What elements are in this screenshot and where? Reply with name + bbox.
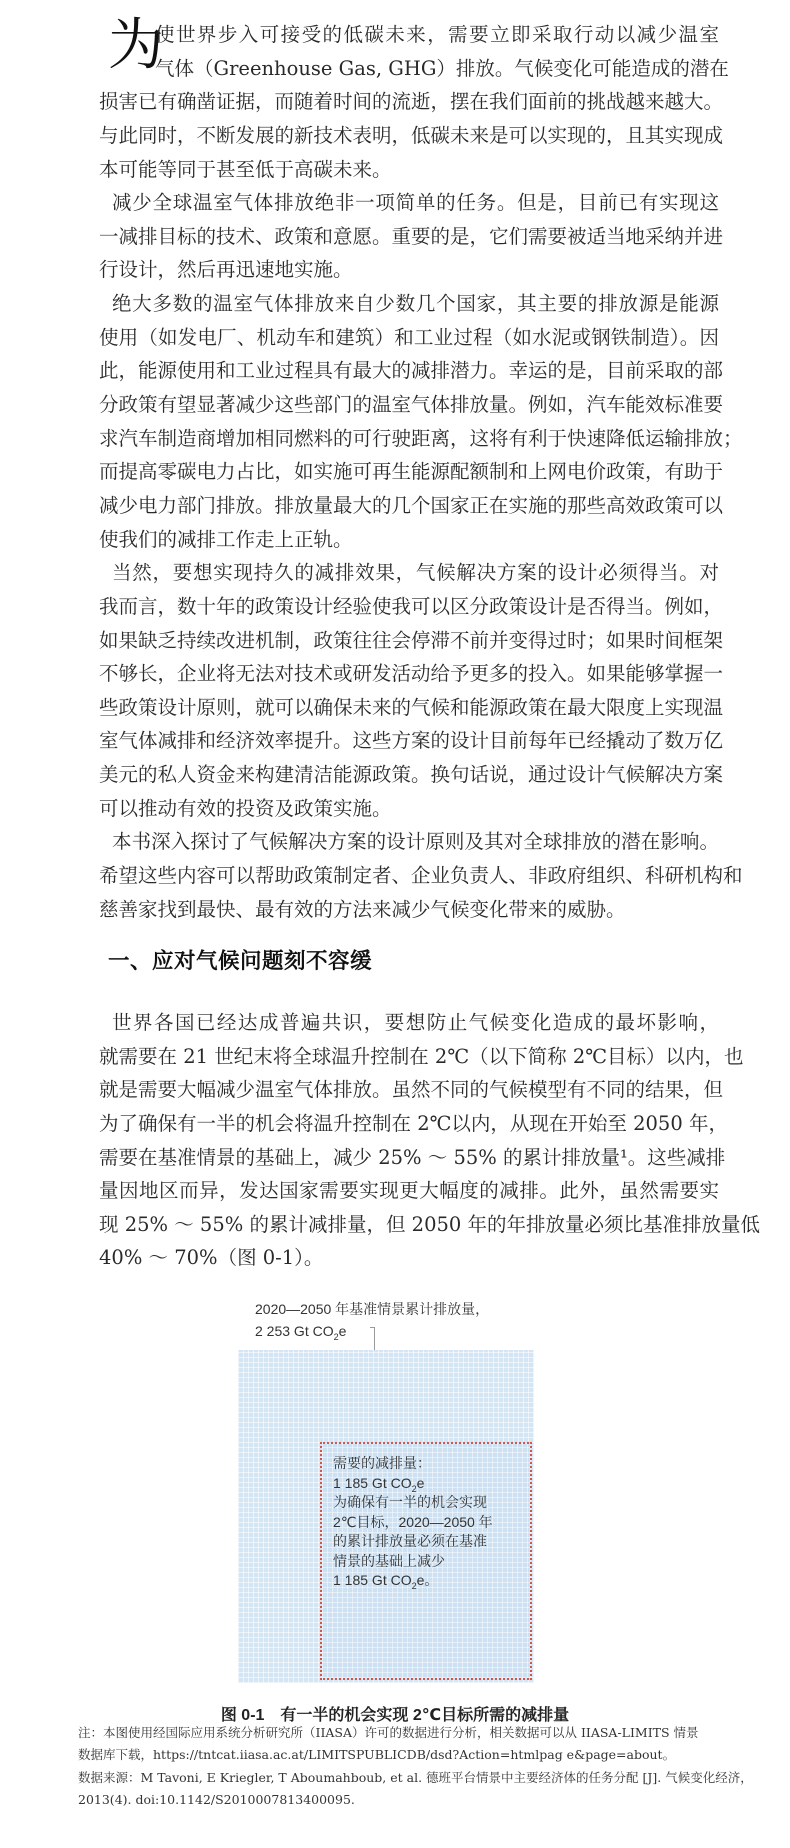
text-line: 为了确保有一半的机会将温升控制在 2℃以内，从现在开始至 2050 年， bbox=[99, 1111, 728, 1135]
co2-subscript: 2 bbox=[333, 1331, 339, 1342]
note-line: 注：本图使用经国际应用系统分析研究所（IIASA）许可的数据进行分析，相关数据可以从 IIASA-LIMITS 情景 bbox=[78, 1725, 699, 1740]
text-line: 减少全球温室气体排放绝非一项简单的任务。但是，目前已有实现这 bbox=[112, 191, 719, 215]
text-line: 当然，要想实现持久的减排效果，气候解决方案的设计必须得当。对 bbox=[112, 561, 719, 585]
baseline-label-text: 2020—2050 年基准情景累计排放量， bbox=[255, 1301, 490, 1317]
co2-subscript: 2 bbox=[411, 1483, 417, 1494]
text-line: 室气体减排和经济效率提升。这些方案的设计目前每年已经撬动了数万亿 bbox=[99, 729, 724, 753]
paragraph bbox=[99, 18, 729, 186]
label-leader-line bbox=[370, 1327, 375, 1352]
text-line: 就是需要大幅减少温室气体排放。虽然不同的气候模型有不同的结果，但 bbox=[99, 1078, 724, 1102]
body-section-urgency bbox=[99, 1006, 761, 1275]
reduction-desc-line: 为确保有一半的机会实现 bbox=[333, 1494, 487, 1510]
body-section-intro bbox=[99, 18, 743, 926]
section-heading: 一、应对气候问题刻不容缓 bbox=[108, 949, 373, 974]
required-reduction-box bbox=[320, 1442, 532, 1680]
text-line: 本可能等同于甚至低于高碳未来。 bbox=[99, 157, 392, 181]
text-line: 使我们的减排工作走上正轨。 bbox=[99, 527, 353, 551]
note-line: 2013(4). doi:10.1142/S2010007813400095. bbox=[78, 1791, 355, 1807]
reduction-desc-line: 2℃目标，2020—2050 年 bbox=[333, 1513, 493, 1530]
figure-notes bbox=[78, 1722, 753, 1811]
text-line: 量因地区而异，发达国家需要实现更大幅度的减排。此外，虽然需要实 bbox=[99, 1179, 719, 1203]
text-line: 希望这些内容可以帮助政策制定者、企业负责人、非政府组织、科研机构和 bbox=[99, 864, 743, 888]
text-line: 与此同时，不断发展的新技术表明，低碳未来是可以实现的，且其实现成 bbox=[99, 123, 724, 147]
paragraph bbox=[99, 287, 743, 556]
co2-suffix: e bbox=[338, 1323, 347, 1339]
text-line: 如果缺乏持续改进机制，政策往往会停滞不前并变得过时；如果时间框架 bbox=[99, 628, 724, 652]
text-line: 可以推动有效的投资及政策实施。 bbox=[99, 796, 392, 820]
text-line: 减少电力部门排放。排放量最大的几个国家正在实施的那些高效政策可以 bbox=[99, 493, 724, 517]
text-line: 气体（Greenhouse Gas, GHG）排放。气候变化可能造成的潜在 bbox=[155, 56, 729, 80]
text-line: 美元的私人资金来构建清洁能源政策。换句话说，通过设计气候解决方案 bbox=[99, 763, 724, 787]
baseline-value: 2 253 Gt CO bbox=[255, 1323, 334, 1339]
reduction-value-2 bbox=[333, 1571, 530, 1591]
paragraph bbox=[99, 556, 724, 825]
reduction-value-text: 1 185 Gt CO bbox=[333, 1474, 412, 1491]
paragraph bbox=[99, 186, 724, 287]
text-line: 一减排目标的技术、政策和意愿。重要的是，它们需要被适当地采纳并进 bbox=[99, 224, 724, 248]
text-line: 损害已有确凿证据，而随着时间的流逝，摆在我们面前的挑战越来越大。 bbox=[99, 90, 724, 114]
text-line: 我而言，数十年的政策设计经验使我可以区分政策设计是否得当。例如， bbox=[99, 594, 724, 618]
co2-suffix: e。 bbox=[416, 1572, 439, 1588]
reduction-title: 需要的减排量： bbox=[333, 1455, 431, 1471]
co2-subscript: 2 bbox=[411, 1580, 417, 1591]
note-line: 数据来源：M Tavoni, E Kriegler, T Aboumahboub, et al. 德班平台情景中主要经济体的任务分配 [J]. 气候变化经济， bbox=[78, 1769, 753, 1785]
reduction-desc-line: 的累计排放量必须在基准 bbox=[333, 1533, 487, 1549]
text-line: 不够长，企业将无法对技术或研发活动给予更多的投入。如果能够掌握一 bbox=[99, 662, 724, 686]
text-line: 此，能源使用和工业过程具有最大的减排潜力。幸运的是，目前采取的部 bbox=[99, 359, 724, 383]
text-line: 就需要在 21 世纪末将全球温升控制在 2℃（以下简称 2℃目标）以内，也 bbox=[99, 1044, 744, 1068]
reduction-value2-text: 1 185 Gt CO bbox=[333, 1572, 412, 1588]
co2-suffix: e bbox=[416, 1474, 425, 1491]
text-line: 现 25% ～ 55% 的累计减排量，但 2050 年的年排放量必须比基准排放量低 bbox=[99, 1212, 761, 1236]
text-line: 需要在基准情景的基础上，减少 25% ～ 55% 的累计排放量¹。这些减排 bbox=[99, 1145, 726, 1169]
text-line: 慈善家找到最快、最有效的方法来减少气候变化带来的威胁。 bbox=[99, 897, 626, 921]
text-line: 使用（如发电厂、机动车和建筑）和工业过程（如水泥或钢铁制造）。因 bbox=[99, 325, 719, 349]
text-line: 些政策设计原则，就可以确保未来的气候和能源政策在最大限度上实现温 bbox=[99, 695, 724, 719]
text-line: 分政策有望显著减少这些部门的温室气体排放量。例如，汽车能效标准要 bbox=[99, 393, 724, 417]
text-line: 本书深入探讨了气候解决方案的设计原则及其对全球排放的潜在影响。 bbox=[112, 830, 719, 854]
reduction-desc-line: 情景的基础上减少 bbox=[333, 1552, 445, 1569]
paragraph bbox=[99, 1006, 761, 1275]
text-line: 求汽车制造商增加相同燃料的可行驶距离，这将有利于快速降低运输排放； bbox=[99, 426, 743, 450]
drop-cap: 为 bbox=[108, 13, 164, 78]
text-line: 而提高零碳电力占比，如实施可再生能源配额制和上网电价政策，有助于 bbox=[99, 460, 724, 484]
text-line: 40% ～ 70%（图 0-1）。 bbox=[99, 1246, 324, 1270]
text-line: 世界各国已经达成普遍共识，要想防止气候变化造成的最坏影响， bbox=[112, 1011, 719, 1034]
note-line: 数据库下载，https://tntcat.iiasa.ac.at/LIMITSPUBLICDB/dsd?Action=htmlpag e&page=about。 bbox=[78, 1747, 676, 1763]
text-line: 使世界步入可接受的低碳未来，需要立即采取行动以减少温室 bbox=[155, 23, 719, 46]
paragraph bbox=[99, 825, 743, 926]
text-line: 行设计，然后再迅速地实施。 bbox=[99, 258, 353, 282]
reduction-value bbox=[333, 1474, 530, 1494]
figure-caption: 图 0-1 有一半的机会实现 2℃目标所需的减排量 bbox=[220, 1707, 570, 1724]
text-line: 绝大多数的温室气体排放来自少数几个国家，其主要的排放源是能源 bbox=[112, 292, 719, 316]
